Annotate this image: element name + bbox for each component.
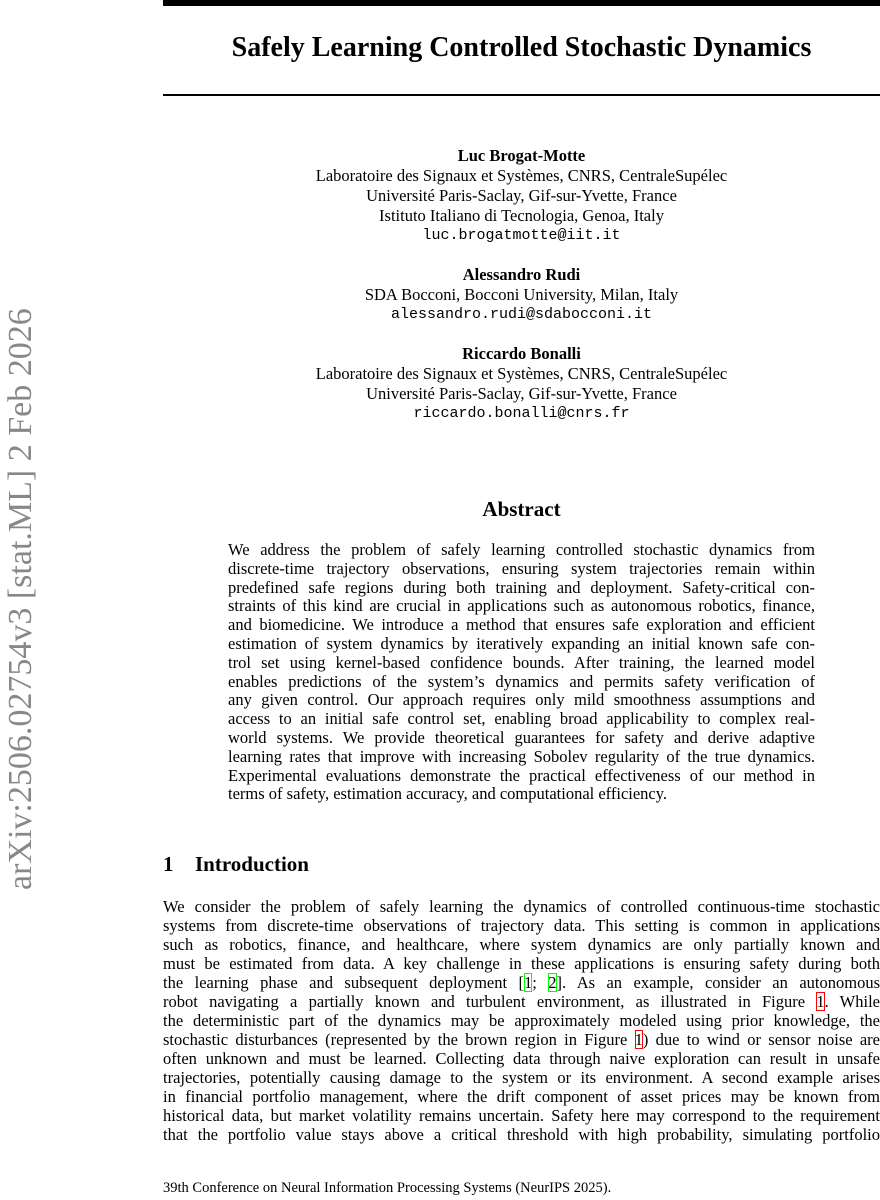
title-rule bbox=[163, 94, 880, 96]
abstract-line: We address the problem of safely learning controlled stochastic dynamics from bbox=[228, 540, 815, 559]
abstract-body bbox=[228, 541, 815, 804]
introduction-body bbox=[163, 897, 880, 1144]
author-name: Alessandro Rudi bbox=[462, 265, 581, 284]
text-line: often unknown and must be learned. Collecting data through naive exploration can result in unsafe bbox=[163, 1049, 880, 1068]
section-title: Introduction bbox=[195, 852, 309, 876]
text-line bbox=[163, 1030, 880, 1049]
figure-link[interactable]: 1 bbox=[816, 992, 825, 1011]
text-line bbox=[163, 973, 880, 992]
text-line: that the portfolio value stays above a critical threshold with high probability, simulating portfolio bbox=[163, 1125, 880, 1144]
affiliation: Université Paris-Saclay, Gif-sur-Yvette, France bbox=[366, 186, 677, 205]
abstract-line: terms of safety, estimation accuracy, and computational efficiency. bbox=[228, 784, 668, 804]
abstract-line: straints of this kind are crucial in applications such as autonomous robotics, finance, bbox=[228, 596, 815, 616]
figure-link[interactable]: 1 bbox=[634, 1030, 643, 1049]
abstract-line: trol set using kernel-based confidence bounds. After training, the learned model bbox=[228, 652, 815, 672]
arxiv-identifier: arXiv:2506.02754v3 [stat.ML] 2 Feb 2026 bbox=[2, 308, 39, 890]
text-span: ]. As an example, consider an autonomous bbox=[556, 973, 880, 992]
text-span: ) due to wind or sensor noise are bbox=[642, 1030, 880, 1049]
abstract-line: and biomedicine. We introduce a method that ensures safe exploration and efficient bbox=[228, 615, 815, 635]
abstract-line: learning rates that improve with increasing Sobolev regularity of the true dynamics. bbox=[228, 746, 815, 766]
text-line: systems from discrete-time observations of trajectory data. This setting is common in applications bbox=[163, 916, 880, 935]
text-line: trajectories, potentially causing damage to the system or its environment. A second example arises bbox=[163, 1068, 880, 1087]
author-email: riccardo.bonalli@cnrs.fr bbox=[413, 405, 630, 422]
affiliation: Université Paris-Saclay, Gif-sur-Yvette, France bbox=[366, 384, 677, 403]
author-email: luc.brogatmotte@iit.it bbox=[422, 227, 621, 244]
text-span: . While bbox=[824, 992, 880, 1011]
author bbox=[163, 146, 880, 246]
abstract-line: any given control. Our approach requires only mild smoothness assumptions and bbox=[228, 690, 815, 710]
text-line: the deterministic part of the dynamics may be approximately modeled using prior knowledge, the bbox=[163, 1011, 880, 1030]
text-span: the learning phase and subsequent deployment [ bbox=[163, 973, 525, 992]
abstract-line: world systems. We provide theoretical guarantees for safety and derive adaptive bbox=[228, 727, 815, 747]
affiliation: Istituto Italiano di Tecnologia, Genoa, Italy bbox=[379, 206, 664, 225]
citation-link[interactable]: 1 bbox=[524, 973, 533, 992]
abstract-line: Experimental evaluations demonstrate the practical effectiveness of our method in bbox=[228, 765, 815, 785]
text-line bbox=[163, 992, 880, 1011]
citation-link[interactable]: 2 bbox=[548, 973, 557, 992]
abstract-line: enables predictions of the system’s dynamics and permits safety verification of bbox=[228, 671, 815, 691]
text-line: historical data, but market volatility remains uncertain. Safety here may correspond to the requirement bbox=[163, 1106, 880, 1125]
top-rule bbox=[163, 0, 880, 6]
affiliation: Laboratoire des Signaux et Systèmes, CNRS, CentraleSupélec bbox=[315, 166, 728, 185]
section-heading bbox=[163, 852, 309, 877]
affiliation: SDA Bocconi, Bocconi University, Milan, Italy bbox=[364, 285, 679, 304]
section-number: 1 bbox=[163, 852, 174, 876]
conference-footer: 39th Conference on Neural Information Processing Systems (NeurIPS 2025). bbox=[163, 1180, 612, 1196]
abstract-line: discrete-time trajectory observations, ensuring system trajectories remain within bbox=[228, 558, 815, 578]
abstract-line: predefined safe regions during both training and deployment. Safety-critical con- bbox=[228, 577, 815, 597]
text-line: must be estimated from data. A key challenge in these applications is ensuring safety during both bbox=[163, 954, 880, 973]
paper-title: Safely Learning Controlled Stochastic Dynamics bbox=[231, 32, 812, 63]
text-span: stochastic disturbances (represented by the brown region in Figure bbox=[163, 1030, 635, 1049]
author bbox=[163, 344, 880, 424]
abstract-line: estimation of system dynamics by iteratively expanding an initial known safe con- bbox=[228, 633, 815, 653]
author-block bbox=[163, 146, 880, 443]
affiliation: Laboratoire des Signaux et Systèmes, CNRS, CentraleSupélec bbox=[315, 364, 728, 383]
author-name: Luc Brogat-Motte bbox=[457, 146, 586, 165]
author-name: Riccardo Bonalli bbox=[462, 344, 581, 363]
abstract-heading: Abstract bbox=[482, 497, 561, 521]
author-email: alessandro.rudi@sdabocconi.it bbox=[390, 306, 653, 323]
text-span: ; bbox=[532, 973, 549, 992]
abstract-line: access to an initial safe control set, enabling broad applicability to complex real- bbox=[228, 709, 815, 729]
text-line: such as robotics, finance, and healthcare, where system dynamics are only partially known and bbox=[163, 935, 880, 954]
text-line: in financial portfolio management, where the drift component of asset prices may be known from bbox=[163, 1087, 880, 1106]
text-line: We consider the problem of safely learning the dynamics of controlled continuous-time stochastic bbox=[163, 897, 880, 916]
author bbox=[163, 265, 880, 325]
text-span: robot navigating a partially known and turbulent environment, as illustrated in Figure bbox=[163, 992, 817, 1011]
